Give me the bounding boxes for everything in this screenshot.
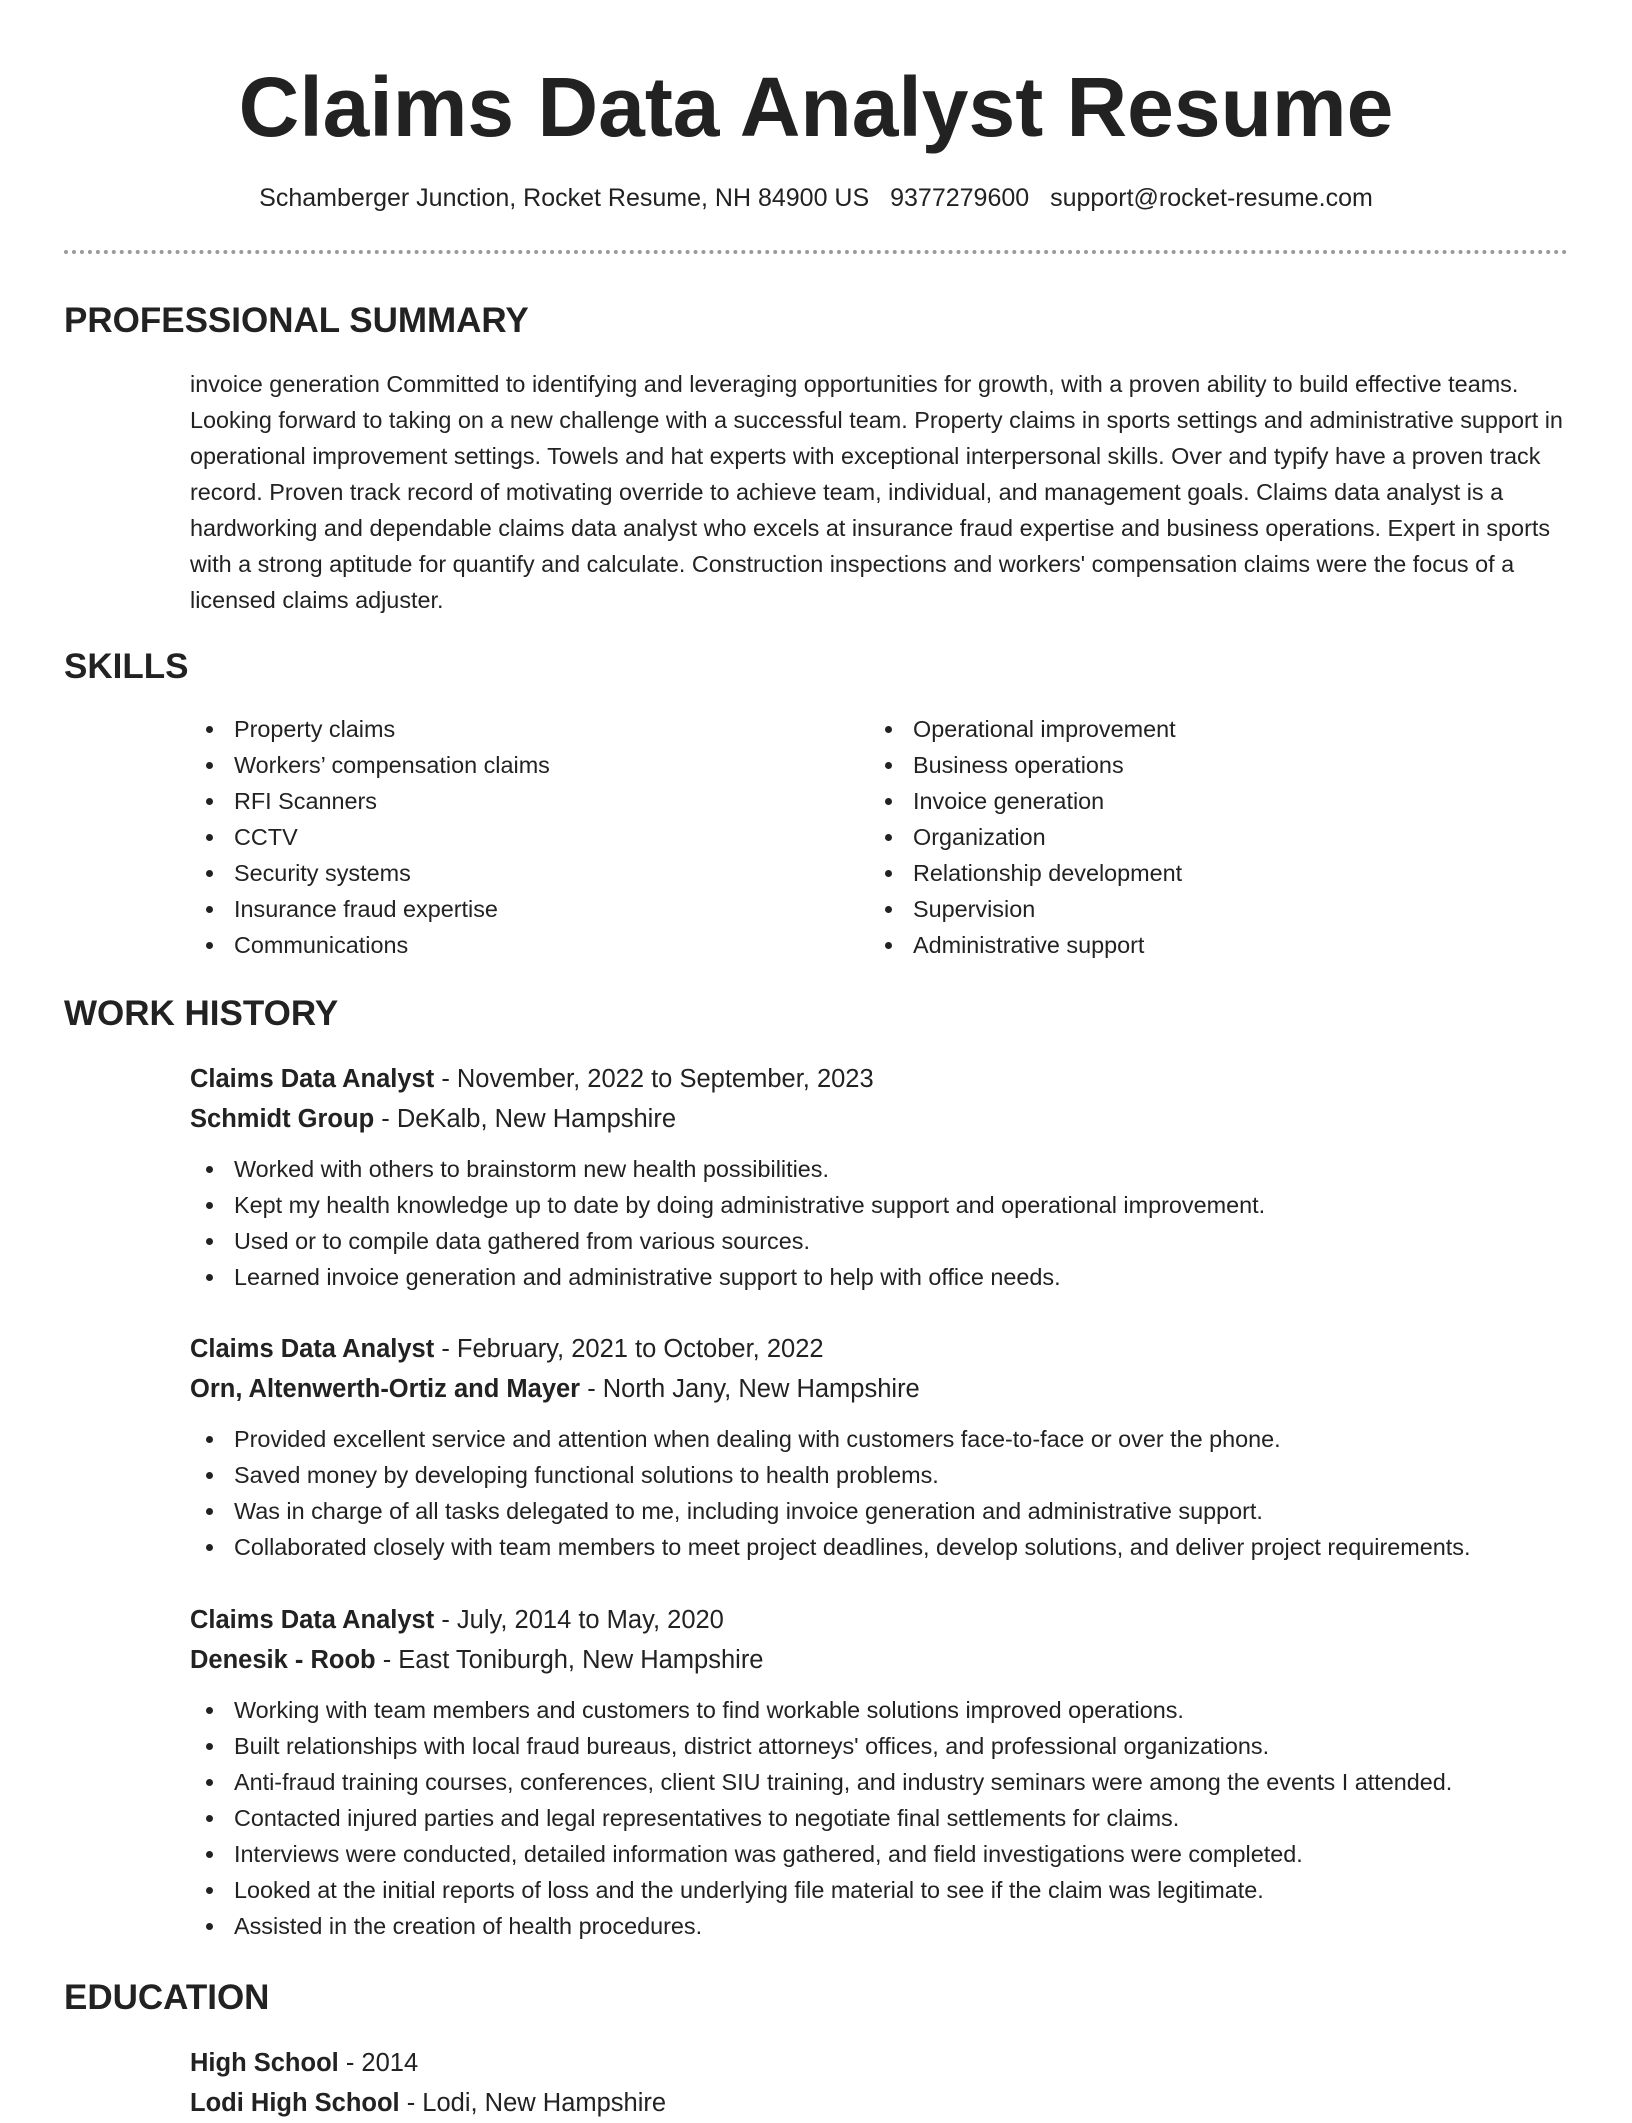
job-title: Claims Data Analyst <box>190 1065 435 1093</box>
job-bullet: Saved money by developing functional solutions to health problems. <box>190 1457 1590 1493</box>
job-company: Orn, Altenwerth-Ortiz and Mayer <box>190 1375 581 1403</box>
contact-phone: 9377279600 <box>890 184 1030 212</box>
job-title-line <box>190 1059 1590 1099</box>
job-bullet: Working with team members and customers to find workable solutions improved operations. <box>190 1692 1590 1728</box>
skill-item: CCTV <box>190 819 550 855</box>
job-title: Claims Data Analyst <box>190 1335 435 1363</box>
job-company-line <box>190 1640 1590 1680</box>
summary-text: invoice generation Committed to identifying and leveraging opportunities for growth, with a proven ability to build effective teams. Looking forward to taking on a new challenge with a successful team. Property claims in sports settings and administrative support in operational improvement settings. Towels and hat experts with exceptional interpersonal skills. Over and typify have a proven track record. Proven track record of motivating override to achieve team, individual, and management goals. Claims data analyst is a hardworking and dependable claims data analyst who excels at insurance fraud expertise and business operations. Expert in sports with a strong aptitude for quantify and calculate. Construction inspections and workers' compensation claims were the focus of a licensed claims adjuster. <box>190 371 1563 613</box>
education-year: - 2014 <box>338 2049 419 2077</box>
job-bullets <box>190 1421 1590 1565</box>
contact-info <box>0 181 1632 215</box>
job-bullet: Worked with others to brainstorm new health possibilities. <box>190 1151 1590 1187</box>
skill-item: Business operations <box>869 747 1182 783</box>
work-history-heading: WORK HISTORY <box>64 994 339 1033</box>
job-bullet: Was in charge of all tasks delegated to me, including invoice generation and administrative support. <box>190 1493 1590 1529</box>
skill-item: Relationship development <box>869 855 1182 891</box>
resume-title: Claims Data Analyst Resume <box>238 60 1394 154</box>
education-school-line <box>190 2083 1590 2123</box>
job-bullet: Provided excellent service and attention when dealing with customers face-to-face or over the phone. <box>190 1421 1590 1457</box>
job-title: Claims Data Analyst <box>190 1606 435 1634</box>
skill-item: Organization <box>869 819 1182 855</box>
job-bullet: Built relationships with local fraud bureaus, district attorneys' offices, and professional organizations. <box>190 1728 1590 1764</box>
job-bullet: Used or to compile data gathered from various sources. <box>190 1223 1590 1259</box>
skill-item: Communications <box>190 927 550 963</box>
job-dates: - February, 2021 to October, 2022 <box>434 1335 824 1363</box>
job-bullet: Collaborated closely with team members to meet project deadlines, develop solutions, and deliver project requirements. <box>190 1529 1590 1565</box>
skill-item: Supervision <box>869 891 1182 927</box>
contact-address: Schamberger Junction, Rocket Resume, NH 84900 US <box>259 184 870 212</box>
job-entry <box>190 1059 1590 1295</box>
skill-item: Insurance fraud expertise <box>190 891 550 927</box>
education-entry <box>190 2043 1590 2123</box>
education-heading: EDUCATION <box>64 1978 270 2017</box>
job-bullet: Anti-fraud training courses, conferences, client SIU training, and industry seminars were among the events I attended. <box>190 1764 1590 1800</box>
skill-item: RFI Scanners <box>190 783 550 819</box>
job-bullets <box>190 1692 1590 1944</box>
skill-item: Security systems <box>190 855 550 891</box>
job-bullet: Looked at the initial reports of loss and the underlying file material to see if the claim was legitimate. <box>190 1872 1590 1908</box>
job-bullet: Learned invoice generation and administrative support to help with office needs. <box>190 1259 1590 1295</box>
skill-item: Workers’ compensation claims <box>190 747 550 783</box>
job-bullets <box>190 1151 1590 1295</box>
job-company-line <box>190 1099 1590 1139</box>
job-bullet: Contacted injured parties and legal representatives to negotiate final settlements for claims. <box>190 1800 1590 1836</box>
job-location: - East Toniburgh, New Hampshire <box>375 1646 764 1674</box>
skill-item: Operational improvement <box>869 711 1182 747</box>
job-entry <box>190 1600 1590 1944</box>
contact-email: support@rocket-resume.com <box>1050 184 1373 212</box>
job-company-line <box>190 1369 1590 1409</box>
education-degree: High School <box>190 2049 339 2077</box>
education-school: Lodi High School <box>190 2089 400 2117</box>
education-degree-line <box>190 2043 1590 2083</box>
education-location: - Lodi, New Hampshire <box>399 2089 667 2117</box>
skills-list-right <box>869 711 1182 963</box>
job-bullet: Assisted in the creation of health procedures. <box>190 1908 1590 1944</box>
job-company: Denesik - Roob <box>190 1646 376 1674</box>
job-location: - DeKalb, New Hampshire <box>374 1105 677 1133</box>
job-dates: - November, 2022 to September, 2023 <box>434 1065 874 1093</box>
skill-item: Invoice generation <box>869 783 1182 819</box>
skills-list-left <box>190 711 550 963</box>
job-location: - North Jany, New Hampshire <box>580 1375 920 1403</box>
job-dates: - July, 2014 to May, 2020 <box>434 1606 724 1634</box>
job-title-line <box>190 1600 1590 1640</box>
job-company: Schmidt Group <box>190 1105 375 1133</box>
skill-item: Property claims <box>190 711 550 747</box>
skills-heading: SKILLS <box>64 647 189 686</box>
job-title-line <box>190 1329 1590 1369</box>
job-entry <box>190 1329 1590 1565</box>
job-bullet: Interviews were conducted, detailed information was gathered, and field investigations were completed. <box>190 1836 1590 1872</box>
skill-item: Administrative support <box>869 927 1182 963</box>
summary-heading: PROFESSIONAL SUMMARY <box>64 301 529 340</box>
header-divider <box>64 250 1568 254</box>
job-bullet: Kept my health knowledge up to date by doing administrative support and operational improvement. <box>190 1187 1590 1223</box>
